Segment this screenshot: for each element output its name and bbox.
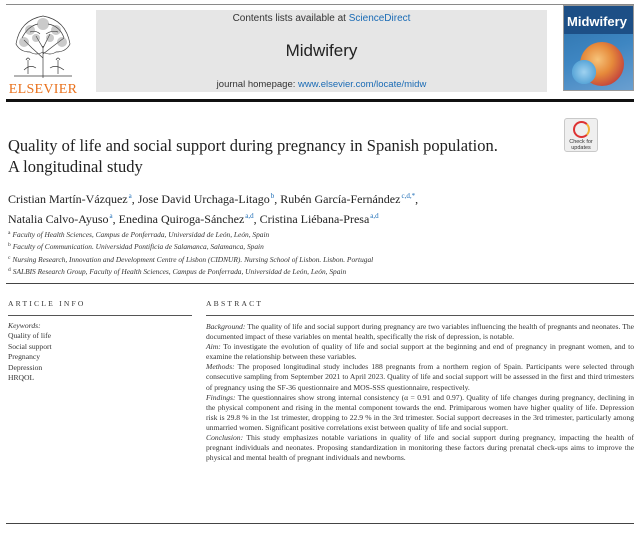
keywords-block [8, 321, 188, 383]
affiliation-text: Nursing Research, Innovation and Development Centre of Lisbon (CIDNUR). Nursing School of Lisbon. Lisbon. Portugal [12, 254, 374, 264]
article-info-rule [8, 315, 192, 316]
journal-title[interactable]: Midwifery [285, 41, 358, 60]
abstract-body [206, 322, 634, 463]
top-rule [6, 4, 634, 5]
affiliation-item [8, 228, 628, 240]
paper-title-line-1: Quality of life and social support during pregnancy in Spanish population. [8, 136, 498, 155]
affiliation-list [8, 228, 628, 277]
affiliation-mark: a [8, 230, 11, 236]
journal-cover[interactable] [563, 5, 634, 91]
author-sep: , [131, 192, 138, 206]
abstract-paragraph-background [206, 322, 634, 342]
elsevier-logo-block[interactable] [6, 8, 80, 97]
abstract-paragraph-findings [206, 393, 634, 433]
author-sep: , [253, 212, 260, 226]
journal-header [96, 10, 547, 92]
affiliation-item [8, 253, 628, 265]
contents-prefix: Contents lists available at [232, 13, 349, 24]
abstract-text: To investigate the evolution of quality of life and social support at the beginning and end of pregnancy in pregnant women, and to examine the relationship between these variables. [206, 342, 634, 362]
affiliation-text: Faculty of Health Sciences, Campus de Ponferrada, Universidad de León, León, Spain [12, 230, 270, 239]
abstract-label: Methods: [206, 362, 235, 372]
author-name[interactable]: Cristian Martín-Vázquez [8, 192, 128, 206]
author-list [8, 188, 628, 228]
paper-title [8, 135, 556, 177]
homepage-prefix: journal homepage: [216, 79, 299, 90]
abstract-paragraph-conclusion [206, 433, 634, 463]
elsevier-tree-icon [6, 8, 80, 80]
author-affil-mark[interactable]: a,d [370, 212, 379, 220]
author-name[interactable]: Rubén García-Fernández [280, 192, 401, 206]
check-updates-line-1: Check for [569, 139, 593, 145]
cover-artwork-secondary [570, 58, 598, 86]
affiliation-item [8, 240, 628, 252]
abstract-text: This study emphasizes notable variations in quality of life and social support during pregnancy, impacting the health of pregnant individuals and neonates. Proposing standardization in monitoring these factors during prenatal check-ups aims to improve the physical and mental health of pregnant individuals and newborns. [206, 433, 634, 463]
affiliation-mark: b [8, 242, 11, 249]
paper-title-line-2: A longitudinal study [8, 157, 143, 176]
abstract-paragraph-aim [206, 342, 634, 362]
author-name[interactable]: Jose David Urchaga-Litago [137, 192, 270, 206]
header-divider [6, 99, 634, 102]
sciencedirect-link[interactable]: ScienceDirect [348, 13, 411, 24]
homepage-line [96, 79, 547, 90]
author-name[interactable]: Natalia Calvo-Ayuso [8, 212, 109, 226]
author-name[interactable]: Enedina Quiroga-Sánchez [118, 212, 245, 226]
affiliation-text: SALBIS Research Group, Faculty of Health Sciences, Campus de Ponferrada, Universidad de León, León, Spain [12, 266, 347, 276]
affiliation-mark: c [8, 254, 11, 261]
abstract-text: The quality of life and social support during pregnancy are two variables influencing the health of pregnants and neonates. The documented impact of these variables on mental health, specifically the risk of depression, is notable. [206, 322, 634, 342]
abstract-label: Findings: [206, 392, 236, 402]
author-affil-mark[interactable]: a [109, 212, 113, 220]
abstract-rule [206, 315, 634, 316]
abstract-bottom-rule [6, 523, 634, 524]
author-sep: , [112, 212, 119, 226]
abstract-text: The questionnaires show strong internal consistency (α = 0.91 and 0.97). Quality of life changes during pregnancy, declining in the physical component and rising in the mental component towards the end. Primiparous women have higher quality of life. Depression risk is 29.8 % in the 1st trimester, dropping to 22.9 % in the 3rd trimester. Social support decreases in the 3rd trimester, particularly among unmarried women. Significant positive correlations exist between quality of life and social support. [206, 392, 634, 432]
abstract-paragraph-methods [206, 362, 634, 392]
affiliation-item [8, 265, 628, 277]
homepage-link[interactable]: www.elsevier.com/locate/midw [298, 79, 427, 90]
keyword-item[interactable]: Social support [8, 341, 52, 351]
keyword-item[interactable]: Quality of life [8, 331, 52, 341]
abstract-text: The proposed longitudinal study includes 188 pregnants from a northern region of Spain. Participants were selected through consecutive sampling from September 2021 to April 2023. Quality of life and social support will be assessed in the first and third trimesters of pregnancy using the SF-36 questionnaire and MOS-SSS questionnaire, respectively. [206, 362, 634, 392]
author-sep: , [274, 192, 281, 206]
author-affil-mark[interactable]: a [128, 192, 132, 200]
author-affil-mark[interactable]: c,d,* [401, 192, 416, 200]
abstract-label: Conclusion: [206, 433, 244, 443]
keyword-item[interactable]: Pregnancy [8, 352, 41, 362]
keyword-item[interactable]: HRQOL [8, 373, 35, 383]
affiliation-text: Faculty of Communication. Universidad Pontificia de Salamanca, Salamanca, Spain [12, 242, 264, 252]
elsevier-wordmark: ELSEVIER [8, 82, 78, 97]
check-updates-line-2: updates [571, 145, 591, 151]
check-for-updates-button[interactable] [564, 118, 598, 152]
contents-line [96, 13, 547, 24]
keyword-item[interactable]: Depression [8, 362, 43, 372]
affiliation-mark: d [8, 266, 11, 273]
check-updates-icon [573, 121, 590, 138]
affiliations-divider [6, 283, 634, 284]
author-affil-mark[interactable]: a,d [245, 212, 254, 220]
article-info-heading: ARTICLE INFO [8, 299, 86, 308]
check-updates-label [565, 139, 597, 151]
cover-title: Midwifery [567, 14, 627, 29]
author-name[interactable]: Cristina Liébana-Presa [259, 212, 370, 226]
keywords-label: Keywords: [8, 321, 41, 330]
abstract-label: Aim: [206, 342, 221, 352]
author-sep: , [415, 192, 419, 206]
author-affil-mark[interactable]: b [270, 192, 275, 200]
abstract-label: Background: [206, 322, 246, 331]
abstract-heading: ABSTRACT [206, 299, 264, 308]
